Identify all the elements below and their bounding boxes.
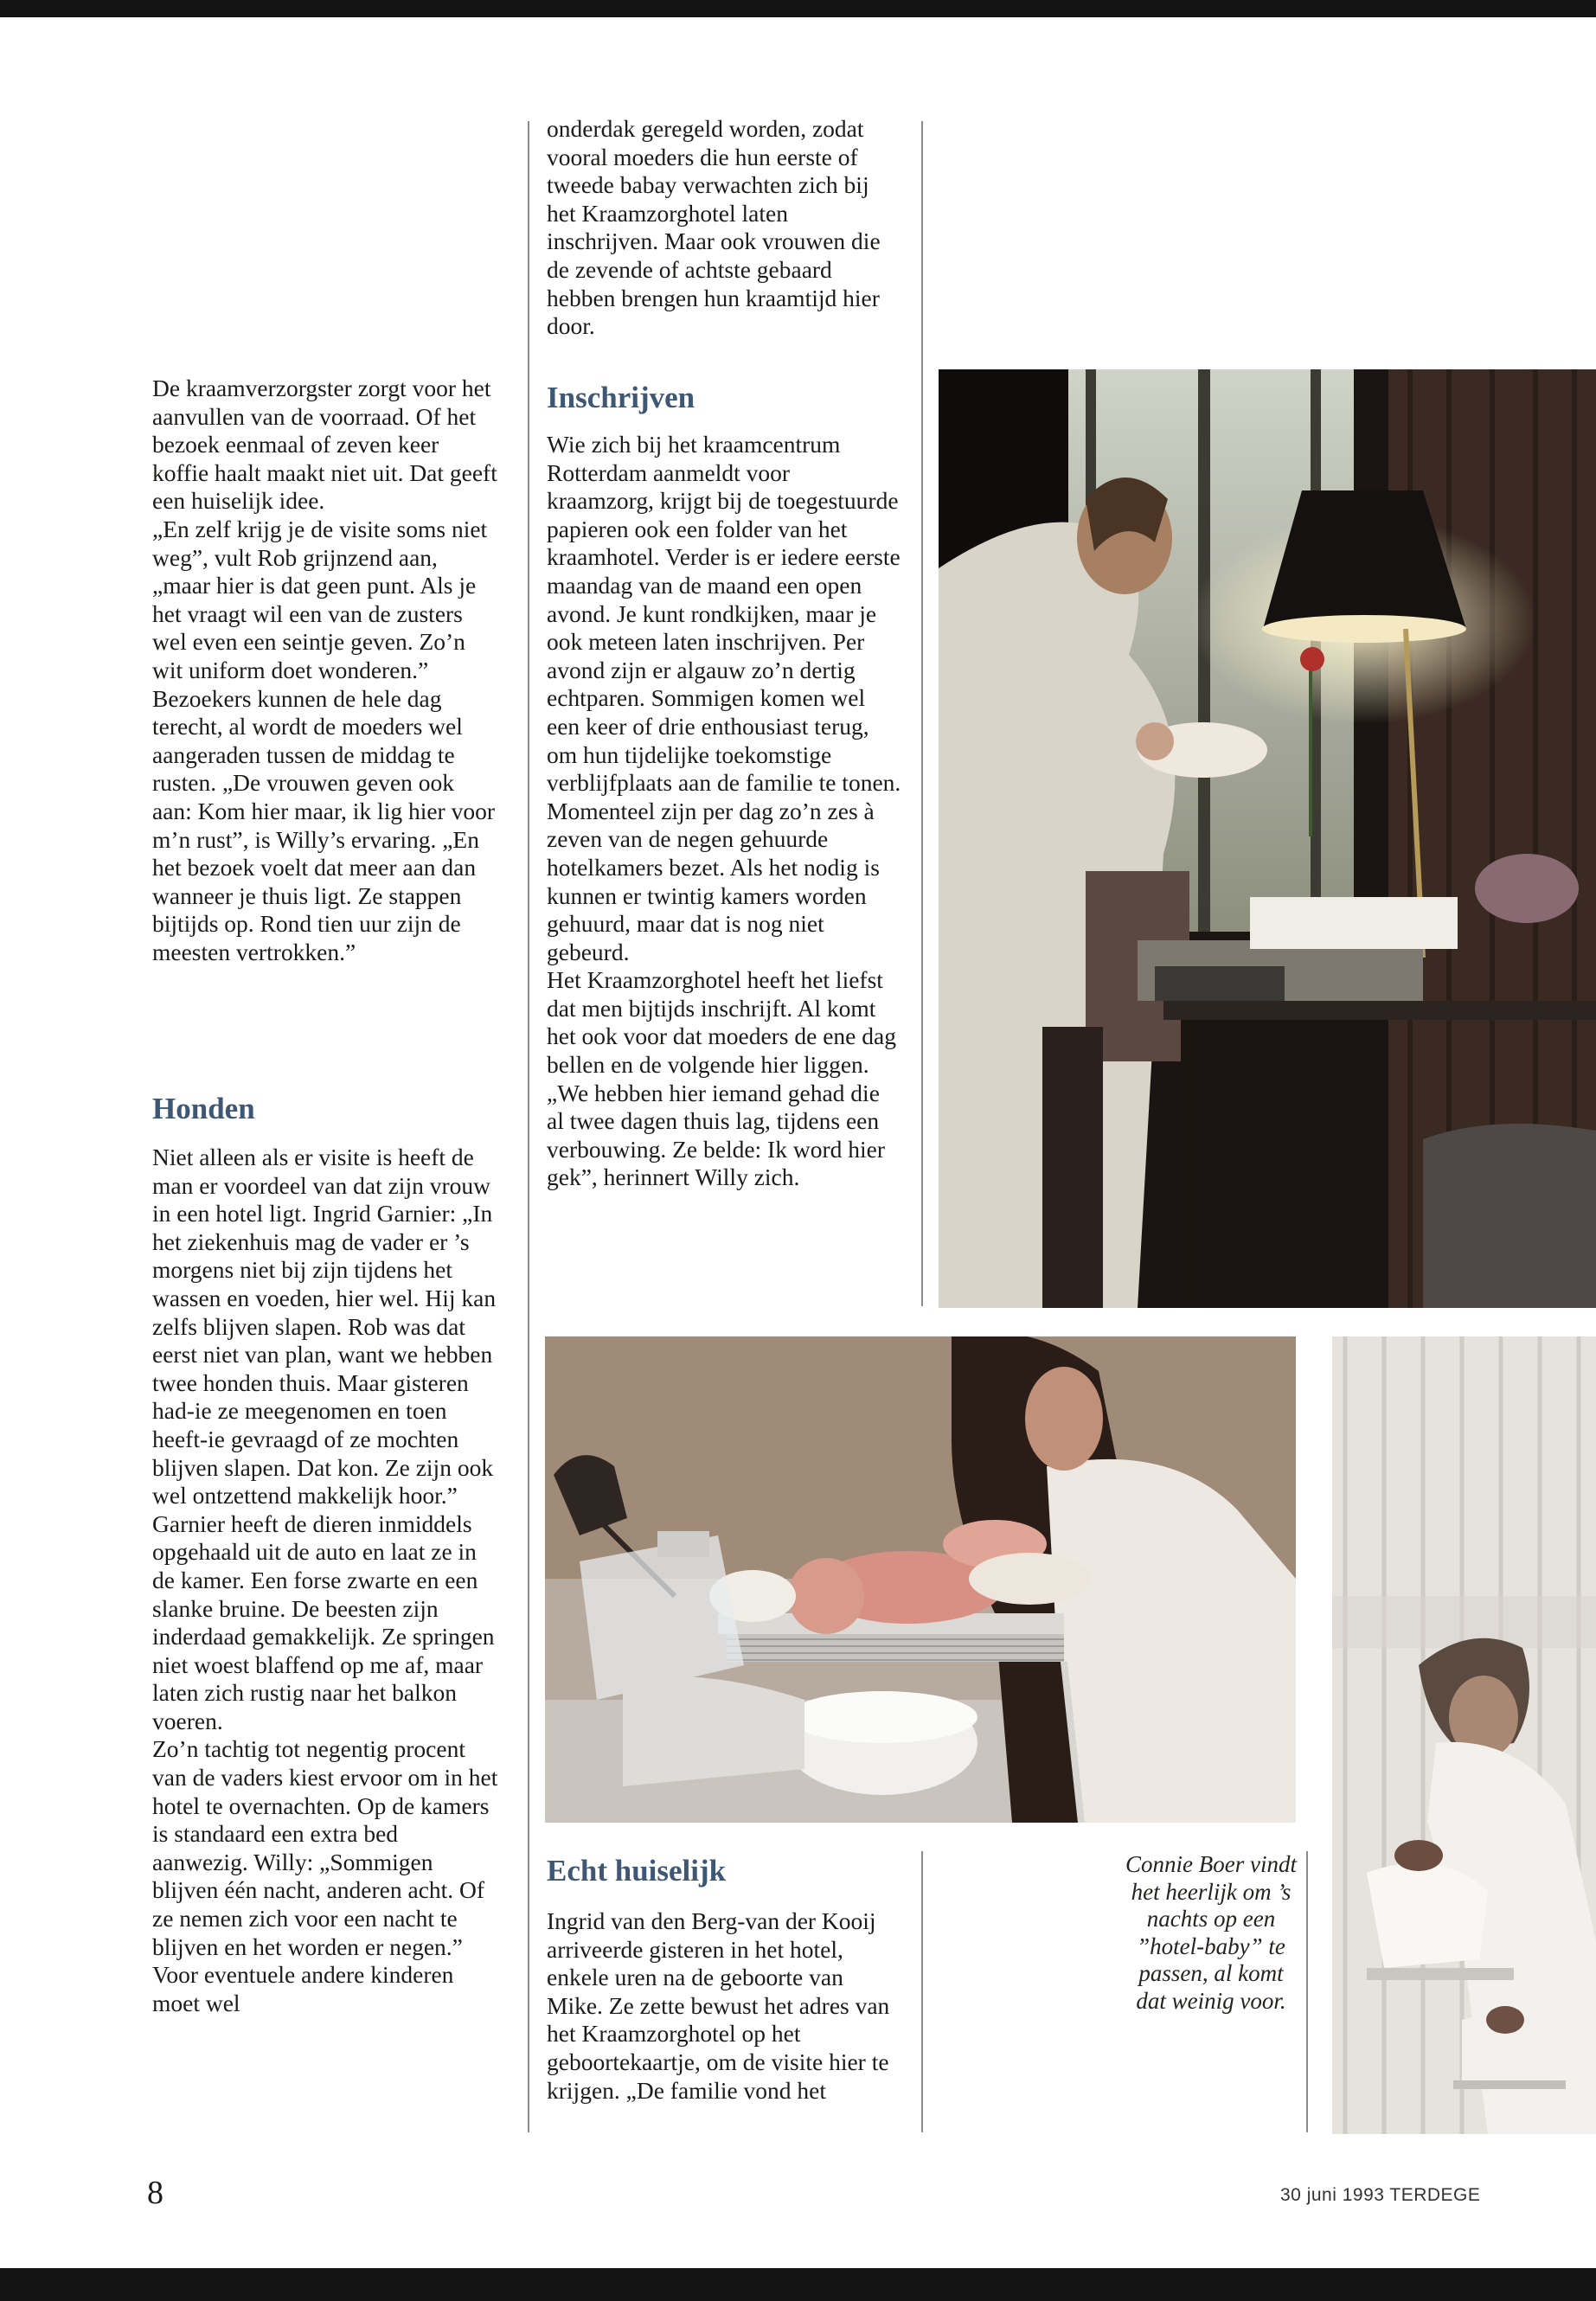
paragraph: onderdak geregeld worden, zodat vooral moeders die hun eerste of tweede babay verwachten zich bij het Kraamzorghotel laten inschrijven. Maar ook vrouwen die de zevende of achtste gebaard hebben brengen hun kraamtijd hier door. [547,115,881,340]
photo-changing-table [545,1336,1296,1823]
column-rule-caption [1306,1851,1308,2132]
paragraph: De kraamverzorgster zorgt voor het aanvullen van de voorraad. Of het bezoek eenmaal of zeven keer koffie haalt maakt niet uit. Dat geeft een huiselijk idee. [152,375,497,515]
column-rule-bottom [921,1851,923,2132]
left-column-top [152,375,498,966]
paragraph: Garnier heeft de dieren inmiddels opgehaald uit de auto en laat ze in de kamer. Een forse zwarte en een slanke bruine. De beesten zijn inderdaad gemakkelijk. Ze springen niet woest blaffend op me af, maar laten zich rustig naar het balkon voeren. [152,1509,495,1734]
issue-footer: 30 juni 1993 TERDEGE [1280,2185,1481,2205]
paragraph: „En zelf krijg je de visite soms niet weg”, vult Rob grijnzend aan, „maar hier is dat geen punt. Als je het vraagt wil een van de zusters wel even een seintje geven. Zo’n wit uniform doet wonderen.” [152,515,488,683]
bottom-border [0,2268,1596,2301]
paragraph: Momenteel zijn per dag zo’n zes à zeven van de negen gehuurde hotelkamers bezet. Als het nodig is kunnen er twintig kamers worden gehuurd, maar dat is nog niet gebeurd. [547,797,880,965]
middle-column-bottom [547,1907,901,2105]
photo-caption: Connie Boer vindt het heerlijk om ’s nachts op een ”hotel-baby” te passen, al komt dat weinig voor. [1125,1851,1297,2014]
column-rule-middle [921,121,923,1306]
heading-inschrijven: Inschrijven [547,381,695,414]
photo-nurse-with-baby [939,369,1596,1308]
photo-night-nurse [1332,1336,1596,2134]
column-rule-left [528,121,529,2132]
left-column-bottom [152,1144,498,2017]
paragraph: Niet alleen als er visite is heeft de man er voordeel van dat zijn vrouw in een hotel ligt. Ingrid Garnier: „In het ziekenhuis mag de vader er ’s morgens niet bij zijn tijdens het wassen en voeden, hier wel. Hij kan zelfs blijven slapen. Rob was dat eerst niet van plan, want we hebben twee honden thuis. Maar gisteren had-ie ze meegenomen en toen heeft-ie gevraagd of ze mochten blijven slapen. Dat kon. Ze zijn ook wel ontzettend makkelijk hoor.” [152,1144,497,1509]
top-border [0,0,1596,17]
middle-column-intro [547,115,901,341]
heading-honden: Honden [152,1092,255,1125]
paragraph: Het Kraamzorghotel heeft het liefst dat men bijtijds inschrijft. Al komt het ook voor dat moeders de ene dag bellen en de volgende hier liggen. „We hebben hier iemand gehad die al twee dagen thuis lag, tijdens een verbouwing. Ze belde: Ik word hier gek”, herinnert Willy zich. [547,966,896,1191]
paragraph: Ingrid van den Berg-van der Kooij arriveerde gisteren in het hotel, enkele uren na de geboorte van Mike. Ze zette bewust het adres van het Kraamzorghotel op het geboortekaartje, om de visite hier te krijgen. „De familie vond het [547,1907,890,2104]
page-number: 8 [147,2175,163,2211]
paragraph: Zo’n tachtig tot negentig procent van de vaders kiest ervoor om in het hotel te overnachten. Op de kamers is standaard een extra bed aanwezig. Willy: „Sommigen blijven één nacht, anderen acht. Of ze nemen zich voor een nacht te blijven en het worden er negen.” Voor eventuele andere kinderen moet wel [152,1735,498,2016]
heading-echt-huiselijk: Echt huiselijk [547,1854,727,1888]
paragraph: Bezoekers kunnen de hele dag terecht, al wordt de moeders wel aangeraden tussen de middag te rusten. „De vrouwen geven ook aan: Kom hier maar, ik lig hier voor m’n rust”, is Willy’s ervaring. „En het bezoek voelt dat meer aan dan wanneer je thuis ligt. Ze stappen bijtijds op. Rond tien uur zijn de meesten vertrokken.” [152,684,495,965]
middle-column-body [547,431,901,1192]
paragraph: Wie zich bij het kraamcentrum Rotterdam aanmeldt voor kraamzorg, krijgt bij de toegestuurde papieren ook een folder van het kraamhotel. Verder is er iedere eerste maandag van de maand een open avond. Je kunt rondkijken, maar je ook meteen laten inschrijven. Per avond zijn er algauw zo’n dertig echtparen. Sommigen komen wel een keer of drie enthousiast terug, om hun tijdelijke toekomstige verblijfplaats aan de familie te tonen. [547,431,901,797]
